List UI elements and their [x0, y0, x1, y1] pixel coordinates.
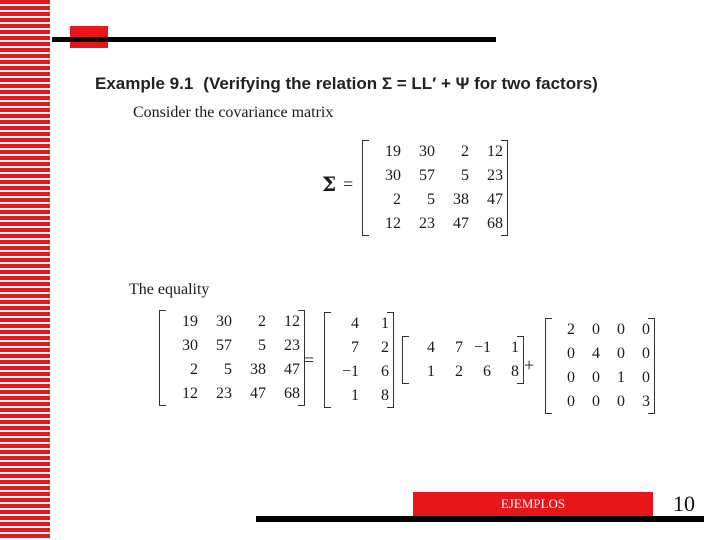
matrix-cell: 5 [258, 337, 266, 354]
matrix-cell: 6 [483, 363, 491, 380]
loading-matrix-L [324, 312, 394, 408]
matrix-row [164, 382, 300, 406]
psi-matrix-table [550, 318, 650, 414]
matrix-cell: 68 [284, 385, 300, 402]
matrix-cell: 4 [592, 345, 600, 362]
matrix-cell: 2 [190, 361, 198, 378]
matrix-cell: 12 [182, 385, 198, 402]
matrix-cell: 57 [419, 167, 435, 184]
footer-bar [256, 516, 704, 522]
matrix-cell: 47 [284, 361, 300, 378]
sigma-matrix-2-table [164, 310, 300, 406]
matrix-cell: 7 [351, 339, 359, 356]
matrix-cell: 0 [642, 321, 650, 338]
decorative-stripes [0, 0, 50, 540]
matrix-cell: 23 [487, 167, 503, 184]
matrix-row [164, 334, 300, 358]
matrix-cell: 2 [455, 363, 463, 380]
matrix-cell: 23 [216, 385, 232, 402]
matrix-cell: 0 [642, 369, 650, 386]
matrix-cell: 47 [250, 385, 266, 402]
matrix-cell: 47 [453, 215, 469, 232]
matrix-cell: 23 [419, 215, 435, 232]
matrix-cell: 57 [216, 337, 232, 354]
matrix-cell: 0 [567, 345, 575, 362]
equality-text: The equality [129, 281, 210, 298]
matrix-row [550, 366, 650, 390]
matrix-cell: 1 [617, 369, 625, 386]
matrix-cell: 0 [617, 393, 625, 410]
example-description: (Verifying the relation Σ = LL′ + Ψ for two factors) [203, 74, 598, 93]
consider-text: Consider the covariance matrix [133, 104, 334, 121]
matrix-cell: 19 [385, 143, 401, 160]
matrix-cell: 1 [381, 315, 389, 332]
matrix-cell: 12 [385, 215, 401, 232]
equals-sign-2: = [304, 350, 315, 370]
matrix-row [367, 188, 503, 212]
matrix-cell: 0 [592, 321, 600, 338]
matrix-cell: 30 [182, 337, 198, 354]
matrix-row [407, 336, 519, 360]
decorative-top-bar [52, 37, 496, 42]
matrix-cell: 6 [381, 363, 389, 380]
matrix-row [329, 312, 389, 336]
matrix-row [329, 360, 389, 384]
matrix-row [367, 140, 503, 164]
sigma-matrix-2 [159, 310, 305, 406]
matrix-row [329, 336, 389, 360]
matrix-row [550, 390, 650, 414]
matrix-cell: 23 [284, 337, 300, 354]
matrix-cell: 7 [455, 339, 463, 356]
matrix-cell: 0 [567, 393, 575, 410]
sigma-matrix-table [367, 140, 503, 236]
matrix-cell: 19 [182, 313, 198, 330]
matrix-cell: 0 [617, 321, 625, 338]
matrix-cell: 3 [642, 393, 650, 410]
matrix-cell: 8 [511, 363, 519, 380]
loading-matrix-L-table [329, 312, 389, 408]
matrix-cell: 12 [487, 143, 503, 160]
matrix-cell: 38 [453, 191, 469, 208]
matrix-cell: 47 [487, 191, 503, 208]
matrix-cell: 1 [511, 339, 519, 356]
matrix-row [407, 360, 519, 384]
matrix-cell: 2 [381, 339, 389, 356]
page-number: 10 [673, 491, 695, 516]
matrix-cell: 12 [284, 313, 300, 330]
matrix-cell: 2 [258, 313, 266, 330]
matrix-cell: 4 [351, 315, 359, 332]
matrix-cell: 2 [393, 191, 401, 208]
matrix-cell: 5 [427, 191, 435, 208]
matrix-cell: 30 [385, 167, 401, 184]
matrix-row [367, 212, 503, 236]
example-title [95, 74, 598, 94]
matrix-cell: 2 [461, 143, 469, 160]
matrix-cell: 68 [487, 215, 503, 232]
matrix-cell: 5 [461, 167, 469, 184]
matrix-cell: −1 [341, 363, 359, 380]
matrix-cell: 0 [592, 393, 600, 410]
matrix-cell: 2 [567, 321, 575, 338]
matrix-cell: 30 [419, 143, 435, 160]
loading-matrix-Lt-table [407, 336, 519, 384]
matrix-row [329, 384, 389, 408]
matrix-row [164, 310, 300, 334]
matrix-cell: 38 [250, 361, 266, 378]
equals-sign-1: = [343, 174, 354, 194]
footer-label: EJEMPLOS [413, 492, 653, 516]
matrix-cell: 8 [381, 387, 389, 404]
matrix-cell: 1 [351, 387, 359, 404]
matrix-cell: 1 [427, 363, 435, 380]
matrix-cell: 30 [216, 313, 232, 330]
loading-matrix-L-transpose [402, 336, 524, 384]
sigma-matrix [362, 140, 508, 236]
matrix-row [550, 318, 650, 342]
sigma-symbol: Σ [322, 172, 337, 196]
matrix-cell: 0 [567, 369, 575, 386]
matrix-row [550, 342, 650, 366]
matrix-row [164, 358, 300, 382]
matrix-cell: 0 [642, 345, 650, 362]
matrix-row [367, 164, 503, 188]
matrix-cell: 5 [224, 361, 232, 378]
plus-sign: + [524, 355, 535, 375]
matrix-cell: −1 [473, 339, 491, 356]
matrix-cell: 4 [427, 339, 435, 356]
matrix-cell: 0 [592, 369, 600, 386]
matrix-cell: 0 [617, 345, 625, 362]
example-label: Example 9.1 [95, 74, 194, 93]
psi-matrix [545, 318, 655, 414]
